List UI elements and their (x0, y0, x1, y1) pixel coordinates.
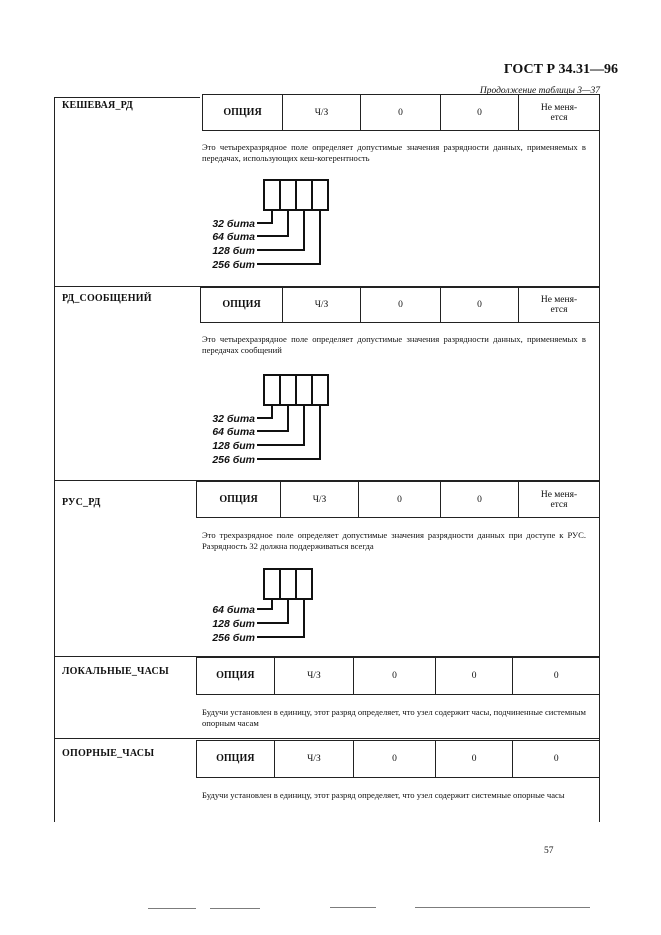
attr-value: 0 (361, 288, 441, 322)
bit-label: 32 бита (212, 218, 255, 230)
bit-label: 128 бит (212, 440, 255, 452)
row-separator (54, 738, 600, 739)
attr-access: Ч/З (283, 288, 361, 322)
attr-type: ОПЦИЯ (197, 658, 275, 694)
frame-left-border (54, 97, 55, 822)
attr-access: Ч/З (281, 482, 359, 517)
page-number: 57 (544, 846, 554, 856)
bit-label: 64 бита (212, 231, 255, 243)
field-attributes (196, 657, 600, 695)
attr-value: 0 (441, 482, 519, 517)
bit-label: 256 бит (212, 259, 255, 271)
row-name: РУС_РД (62, 497, 101, 508)
field-attributes (200, 287, 600, 323)
attr-note: Не меня- ется (540, 102, 578, 123)
attr-value: 0 (359, 482, 441, 517)
attr-value: 0 (436, 741, 514, 777)
attr-value: 0 (553, 754, 559, 764)
field-description: Будучи установлен в единицу, этот разряд определяет, что узел содержит часы, подчиненные системным опорным часам (202, 707, 586, 728)
attr-note: Не меня- ется (540, 295, 578, 315)
attr-type: ОПЦИЯ (197, 741, 275, 777)
bit-field-diagram (200, 565, 340, 650)
attr-access: Ч/З (283, 95, 361, 130)
row-name: КЕШЕВАЯ_РД (62, 100, 133, 111)
scan-artifact (330, 907, 376, 908)
row-name: ОПОРНЫЕ_ЧАСЫ (62, 748, 155, 759)
attr-value: 0 (441, 288, 519, 322)
bit-field-diagram (200, 371, 340, 471)
frame-top-border (54, 97, 200, 98)
field-description: Это четырехразрядное поле определяет допустимые значения разрядности данных, применяемых в передачах сообщений (202, 334, 586, 355)
bit-label: 128 бит (212, 245, 255, 257)
attr-value: 0 (436, 658, 514, 694)
bit-label: 256 бит (212, 454, 255, 466)
bit-field-diagram (200, 176, 340, 276)
attr-type: ОПЦИЯ (203, 95, 283, 130)
scan-artifact (148, 908, 196, 909)
scan-artifact (210, 908, 260, 909)
attr-value: 0 (354, 658, 436, 694)
field-attributes (202, 94, 600, 131)
attr-value: 0 (553, 671, 559, 681)
scan-artifact (415, 907, 590, 908)
attr-type: ОПЦИЯ (201, 288, 283, 322)
attr-value: 0 (361, 95, 441, 130)
field-description: Это трехразрядное поле определяет допустимые значения разрядности данных при доступе к РУС. Разрядность 32 должна поддерживаться всегда (202, 530, 586, 551)
field-description: Будучи установлен в единицу, этот разряд определяет, что узел содержит системные опорные часы (202, 790, 565, 800)
bit-cells (257, 180, 328, 264)
attr-type: ОПЦИЯ (197, 482, 281, 517)
attr-access: Ч/З (275, 658, 355, 694)
attr-note: Не меня- ется (540, 489, 578, 510)
bit-label: 64 бита (212, 426, 255, 438)
bit-cells (257, 375, 328, 459)
attr-value: 0 (354, 741, 436, 777)
field-attributes (196, 481, 600, 518)
row-name: РД_СООБЩЕНИЙ (62, 293, 152, 304)
row-name: ЛОКАЛЬНЫЕ_ЧАСЫ (62, 666, 169, 677)
attr-access: Ч/З (275, 741, 355, 777)
field-attributes (196, 740, 600, 778)
standard-designation: ГОСТ Р 34.31—96 (503, 62, 618, 77)
bit-label: 64 бита (212, 604, 255, 616)
bit-label: 32 бита (212, 413, 255, 425)
bit-label: 256 бит (212, 632, 255, 644)
bit-cells (257, 569, 312, 637)
table-continuation-note: Продолжение таблицы 3—37 (479, 86, 600, 96)
field-description: Это четырехразрядное поле определяет допустимые значения разрядности данных, применяемых в передачах, использующих кеш-когерентность (202, 142, 586, 163)
attr-value: 0 (441, 95, 519, 130)
frame-right-border (599, 97, 600, 822)
bit-label: 128 бит (212, 618, 255, 630)
